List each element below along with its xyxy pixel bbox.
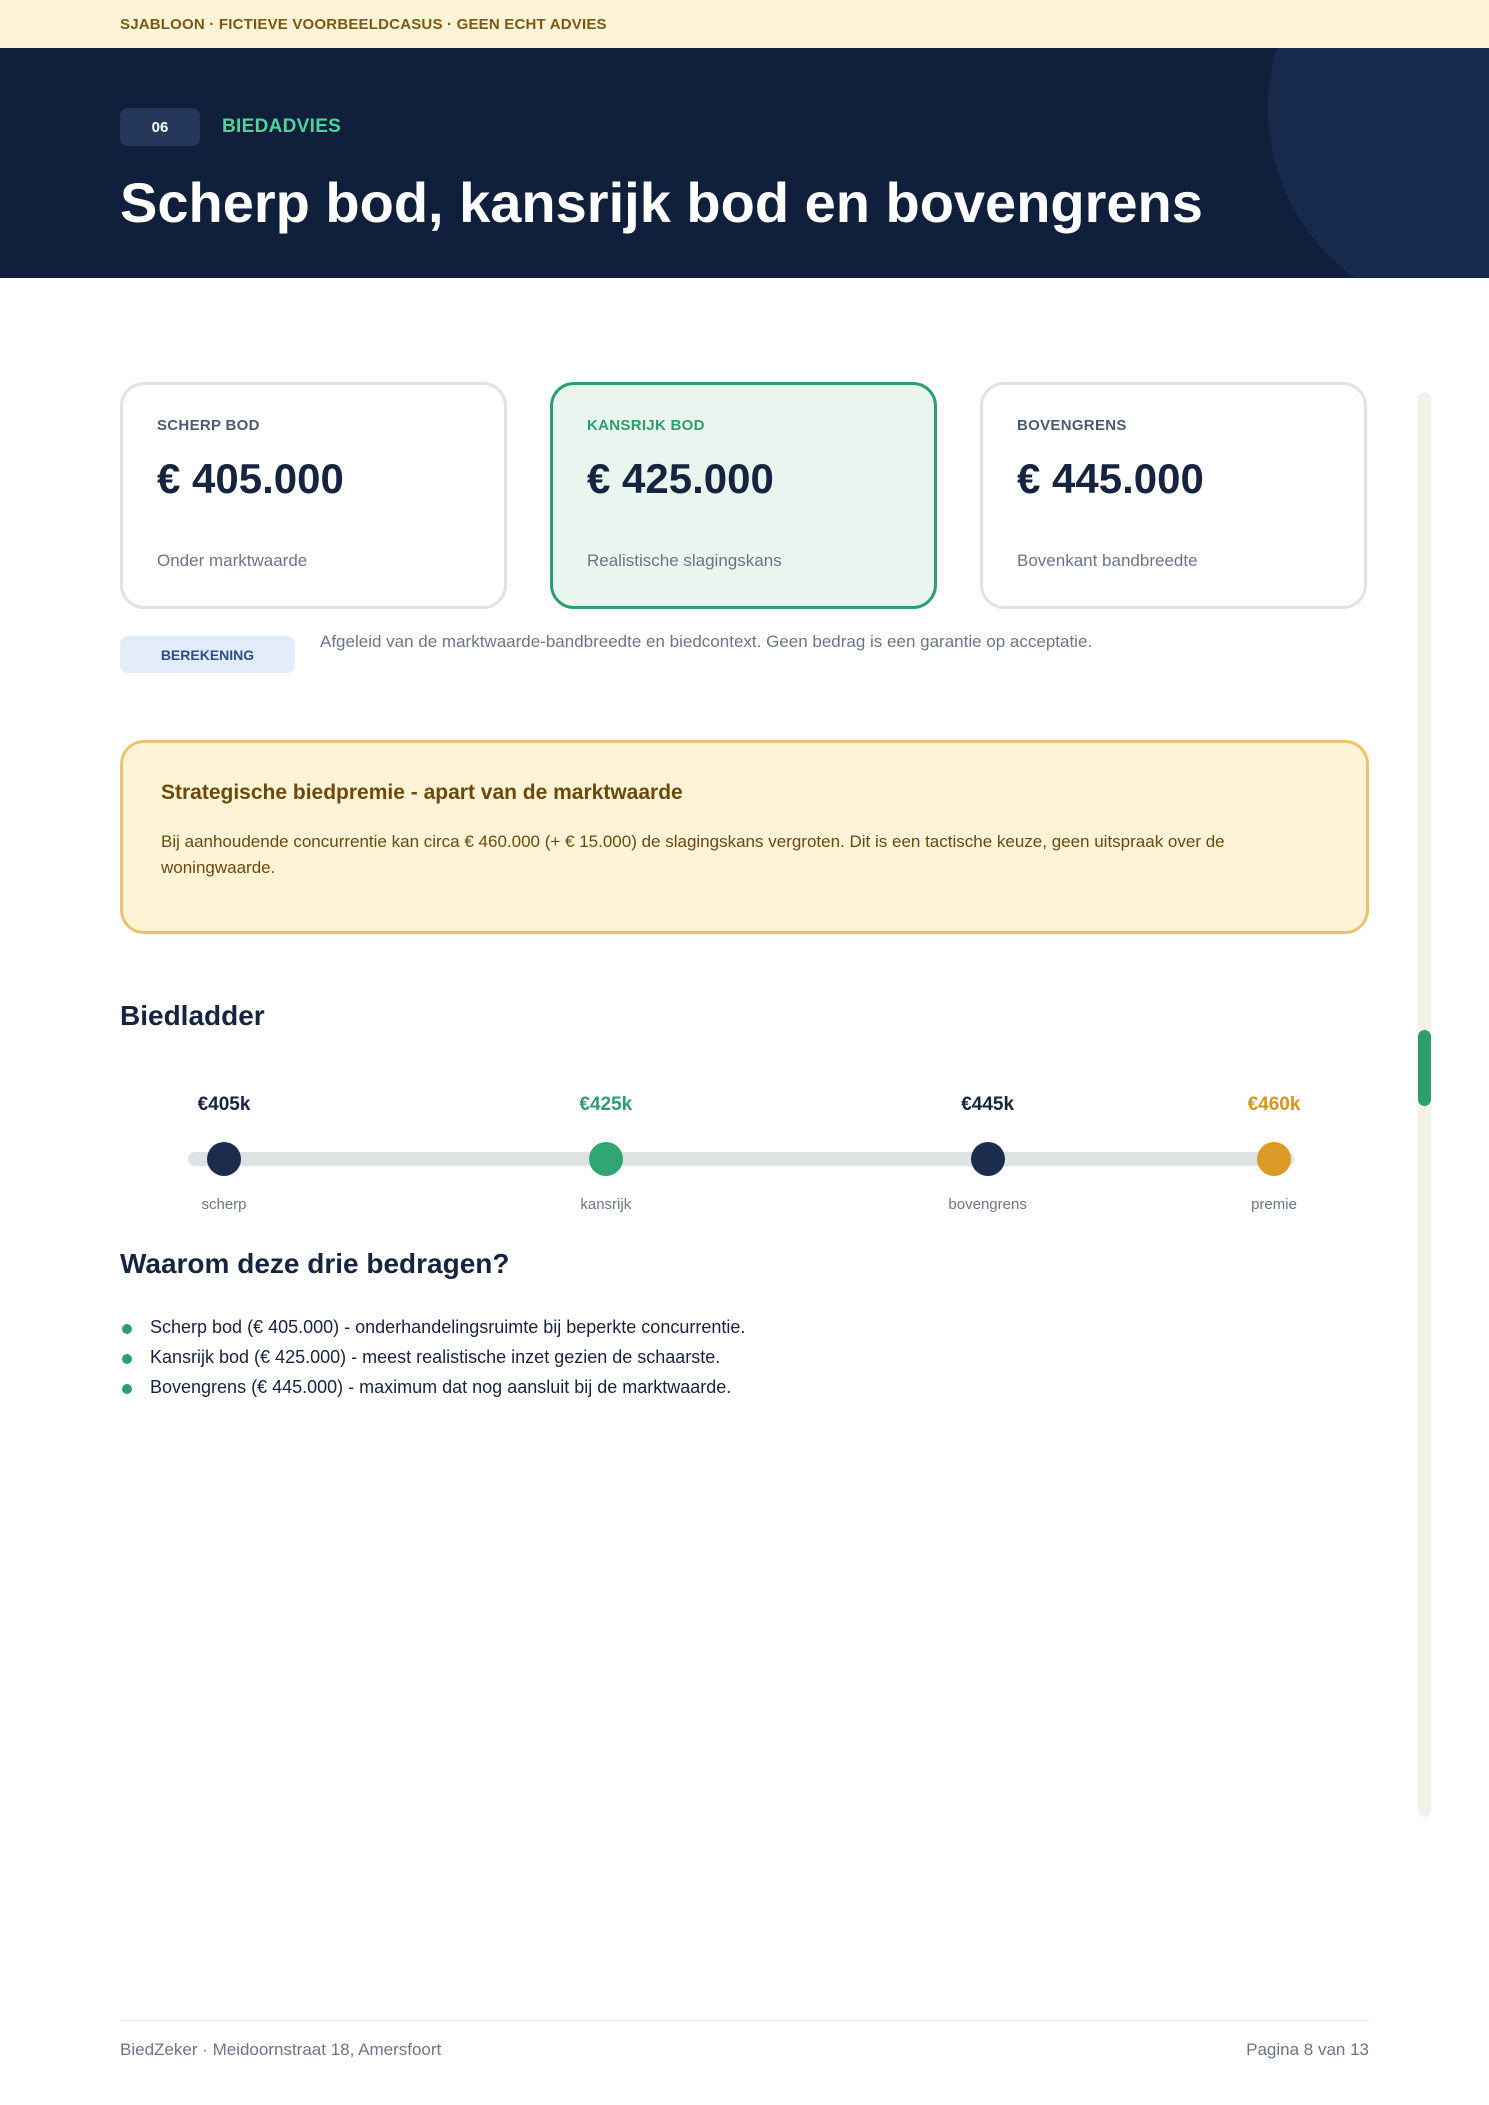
alert-title: Strategische biedpremie - apart van de marktwaarde [161,781,683,804]
footer-divider [120,2020,1369,2021]
card-label: BOVENGRENS [1017,417,1127,434]
calculation-note: Afgeleid van de marktwaarde-bandbreedte en biedcontext. Geen bedrag is een garantie op acceptatie. [320,632,1093,651]
disclaimer-banner [0,0,1489,48]
card-subtitle: Onder marktwaarde [157,551,308,570]
decorative-circle [1268,48,1489,278]
card-value: € 445.000 [1017,455,1204,502]
ladder-price-bovengrens: €445k [961,1094,1015,1115]
page-number: Pagina 8 van 13 [1246,2040,1369,2059]
ladder-label-scherp: scherp [201,1196,247,1213]
ladder-label-premie: premie [1251,1196,1297,1213]
page-header [0,48,1489,278]
card-bovengrens [980,382,1367,609]
card-value: € 425.000 [587,455,774,502]
list-item: Scherp bod (€ 405.000) - onderhandelingsruimte bij beperkte concurrentie. [120,1312,745,1342]
card-label: SCHERP BOD [157,417,260,434]
bid-ladder-heading: Biedladder [120,1000,265,1031]
scrollbar-thumb[interactable] [1418,1030,1431,1106]
alert-body: Bij aanhoudende concurrentie kan circa € 460.000 (+ € 15.000) de slagingskans vergroten. Dit is een tactische keuze, geen uitspraak over de woningwaarde. [161,832,1225,877]
ladder-dot-premie [1257,1142,1291,1176]
ladder-label-kansrijk: kansrijk [580,1196,632,1213]
card-kansrijk-bod [550,382,937,609]
card-label: KANSRIJK BOD [587,417,705,434]
ladder-dot-scherp [207,1142,241,1176]
page-title: Scherp bod, kansrijk bod en bovengrens [120,171,1203,234]
strategic-premium-alert [120,740,1369,934]
card-scherp-bod [120,382,507,609]
ladder-price-premie: €460k [1247,1094,1301,1115]
section-number-badge: 06 [120,108,200,146]
ladder-track [188,1152,1294,1166]
reasons-list [120,1312,745,1402]
section-label: BIEDADVIES [222,116,342,137]
scrollbar[interactable] [1418,392,1431,1817]
ladder-price-scherp: €405k [197,1094,251,1115]
card-subtitle: Bovenkant bandbreedte [1017,551,1198,570]
list-item: Bovengrens (€ 445.000) - maximum dat nog aansluit bij de marktwaarde. [120,1372,745,1402]
reasons-heading: Waarom deze drie bedragen? [120,1248,510,1279]
disclaimer-text: SJABLOON · FICTIEVE VOORBEELDCASUS · GEEN ECHT ADVIES [120,16,607,33]
ladder-price-kansrijk: €425k [579,1094,633,1115]
ladder-dot-bovengrens [971,1142,1005,1176]
ladder-label-bovengrens: bovengrens [948,1196,1027,1213]
bid-ladder [0,1086,1489,1236]
card-subtitle: Realistische slagingskans [587,551,782,570]
ladder-dot-kansrijk [589,1142,623,1176]
footer-address: BiedZeker · Meidoornstraat 18, Amersfoort [120,2040,442,2059]
card-value: € 405.000 [157,455,344,502]
list-item: Kansrijk bod (€ 425.000) - meest realistische inzet gezien de schaarste. [120,1342,745,1372]
calculation-badge: BEREKENING [120,636,295,673]
